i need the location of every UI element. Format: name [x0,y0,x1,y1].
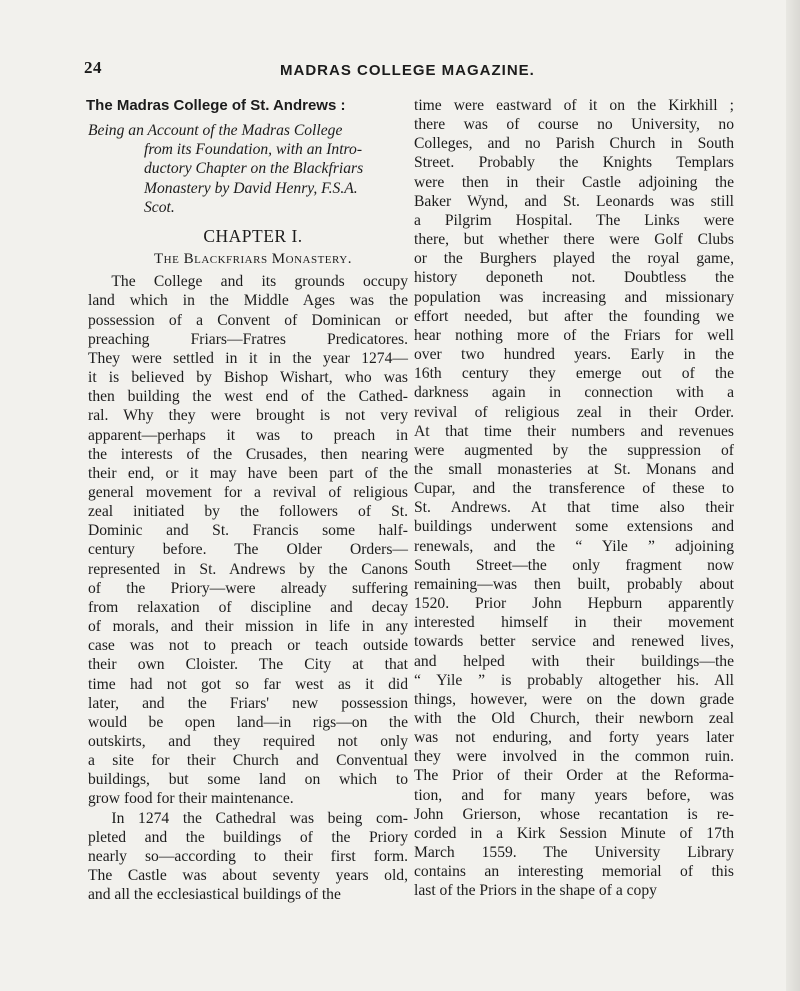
page-number: 24 [84,58,102,77]
text-line: their own Cloister. The City at that [88,656,408,674]
text-line: their end, or it may have been part of the [88,464,408,482]
text-line: or the Burghers played the royal game, [414,250,734,268]
text-line: from relaxation of discipline and decay [88,598,408,616]
text-line: preaching Friars—Fratres Predicatores. [88,330,408,348]
text-line: land which in the Middle Ages was the [88,292,408,310]
text-line: Dominic and St. Francis some half- [88,522,408,540]
text-line: were augmented by the suppression of [414,441,734,459]
text-line: of the Priory—were already suffering [88,579,408,597]
paragraph [88,272,408,808]
left-column [88,96,408,904]
text-line: represented in St. Andrews by the Canons [88,560,408,578]
text-line: the small monasteries at St. Monans and [414,460,734,478]
text-line: renewals, and the “ Yile ” adjoining [414,537,734,555]
text-line: St. Andrews. At that time also their [414,499,734,517]
chapter-heading: CHAPTER I. [203,225,303,246]
text-line: it is believed by Bishop Wishart, who was [88,369,408,387]
subtitle-line: Monastery by David Henry, F.S.A. [144,179,358,197]
text-line: 1520. Prior John Hepburn apparently [414,595,734,613]
subtitle-line: Scot. [144,198,175,216]
text-line: March 1559. The University Library [414,844,734,862]
text-line: buildings underwent some extensions and [414,518,734,536]
text-line: later, and the Friars' new possession [88,694,408,712]
right-column [414,96,734,901]
text-line: “ Yile ” is probably altogether his. All [414,671,734,689]
article-title: The Madras College of St. Andrews : [86,97,346,114]
text-line: of morals, and their mission in life in any [88,618,408,636]
article-subtitle [88,121,408,217]
text-line: The Prior of their Order at the Reforma- [414,767,734,785]
text-line: The College and its grounds occupy [111,273,408,291]
text-line: a Pilgrim Hospital. The Links were [414,211,734,229]
text-line: tion, and for many years before, was [414,786,734,804]
text-line: pleted and the buildings of the Priory [88,828,408,846]
text-line: with the Old Church, their newborn zeal [414,710,734,727]
text-line: history deponeth not. Doubtless the [414,269,734,287]
text-line: would be open land—in rigs—on the [88,713,408,731]
text-line: last of the Priors in the shape of a copy [414,882,657,900]
text-line: corded in a Kirk Session Minute of 17th [414,824,734,842]
text-line: Street. Probably the Knights Templars [414,154,734,172]
text-line: Colleges, and no Parish Church in South [414,135,734,153]
text-line: things, however, were on the down grade [414,690,734,708]
text-line: effort needed, but after the founding we [414,307,734,325]
text-line: time were eastward of it on the Kirkhill ; [414,97,734,114]
text-line: and all the ecclesiastical buildings of the [88,886,341,904]
text-line: they were involved in the common ruin. [414,748,734,766]
text-line: a site for their Church and Conventual [88,752,408,770]
text-line: remaining—was then built, probably about [414,575,734,593]
text-line: 16th century they emerge out of the [414,365,734,383]
section-heading: The Blackfriars Monastery. [154,251,352,268]
text-line: ral. Why they were brought is not very [88,407,408,425]
text-line: there was of course no University, no [414,116,734,134]
page-edge [786,0,800,991]
paragraph [88,809,408,905]
text-line: the interests of the Crusades, then nearing [88,445,408,463]
text-line: John Grierson, whose recantation is re- [414,805,734,823]
paragraph [414,96,734,901]
text-line: revival of religious zeal in their Order. [414,403,734,421]
text-line: was not enduring, and forty years later [414,729,734,747]
text-line: were then in their Castle adjoining the [414,173,734,191]
text-line: In 1274 the Cathedral was being com- [111,809,408,827]
text-line: The Castle was about seventy years old, [88,867,408,885]
text-line: case was not to preach or teach outside [88,637,408,655]
text-line: contains an interesting memorial of this [414,863,734,881]
text-line: zeal initiated by the followers of St. [88,503,408,521]
text-line: outskirts, and they required not only [88,733,408,750]
text-line: South Street—the only fragment now [414,556,734,574]
text-line: Cupar, and the transference of these to [414,480,734,498]
subtitle-line: Being an Account of the Madras College [88,122,343,140]
text-line: then building the west end of the Cathed- [88,388,408,406]
text-line: population was increasing and missionary [414,288,734,306]
text-line: time had not got so far west as it did [88,675,408,693]
text-line: interested himself in their movement [414,614,734,632]
subtitle-line: ductory Chapter on the Blackfriars [144,160,364,178]
text-line: and helped with their buildings—the [414,652,734,670]
text-line: nearly so—according to their first form. [88,847,408,865]
text-line: buildings, but some land on which to [88,771,408,789]
text-line: darkness again in connection with a [414,384,734,402]
text-line: towards better service and renewed lives, [414,633,734,651]
running-head: MADRAS COLLEGE MAGAZINE. [280,62,535,79]
text-line: They were settled in it in the year 1274— [88,349,408,367]
text-line: possession of a Convent of Dominican or [88,311,408,329]
text-line: Baker Wynd, and St. Leonards was still [414,192,734,210]
subtitle-line: from its Foundation, with an Intro- [144,141,363,159]
text-line: grow food for their maintenance. [88,790,294,808]
text-line: hear nothing more of the Friars for well [414,326,734,344]
text-line: apparent—perhaps it was to preach in [88,426,408,444]
text-line: general movement for a revival of religious [88,483,408,501]
text-line: century before. The Older Orders— [88,541,408,559]
text-line: there, but whether there were Golf Clubs [414,231,734,249]
text-line: over two hundred years. Early in the [414,346,734,364]
text-line: At that time their numbers and revenues [414,422,734,440]
